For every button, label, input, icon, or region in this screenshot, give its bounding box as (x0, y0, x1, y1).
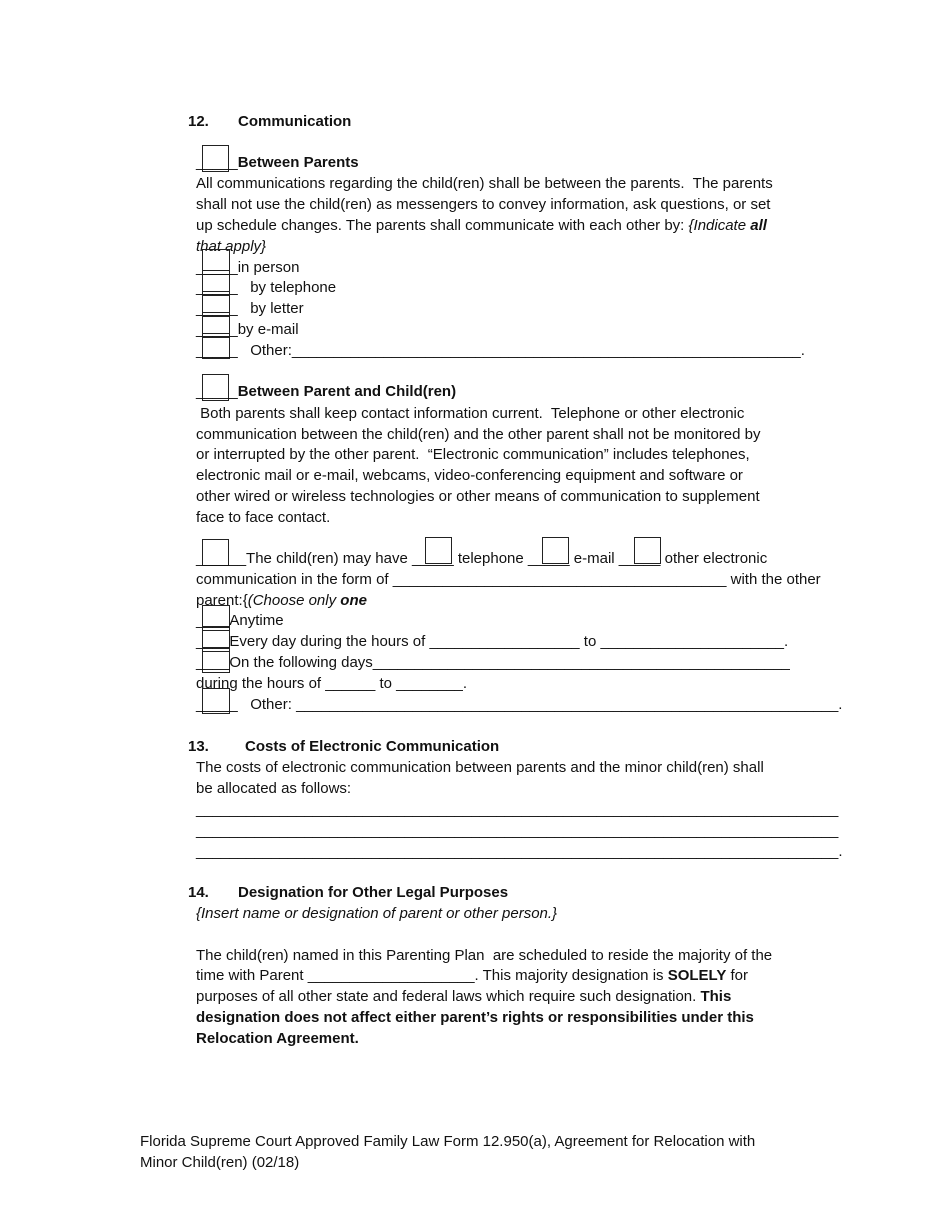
form-of-line: communication in the form of ________________________________________ with the other (196, 571, 821, 588)
paragraph-line: The costs of electronic communication between parents and the minor child(ren) shall (196, 759, 764, 776)
instruction-emphasis: all (750, 217, 767, 234)
blank-fill-line[interactable]: _____________________________________________________________________________ (196, 822, 839, 839)
instruction-text: that apply} (196, 238, 267, 255)
option-other: _____ Other:_____________________________________________________________. (196, 342, 805, 359)
instruction-text: (Choose only (247, 592, 341, 609)
blank-line: _____ (196, 154, 238, 171)
paragraph-line: All communications regarding the child(ren) shall be between the parents. The parents (196, 175, 773, 192)
section-14-title: Designation for Other Legal Purposes (238, 884, 509, 901)
between-parents-label: Between Parents (237, 154, 359, 171)
between-parents-heading (196, 153, 359, 173)
emphasis-text: SOLELY (667, 967, 727, 984)
paragraph-line: Relocation Agreement. (196, 1030, 359, 1047)
option-by-telephone: _____ by telephone (196, 279, 337, 296)
footer-line: Minor Child(ren) (02/18) (140, 1154, 300, 1171)
section-12-number: 12. (188, 113, 209, 130)
paragraph-line: or interrupted by the other parent. “Electronic communication” includes telephones, (196, 446, 750, 463)
section-13-number: 13. (188, 738, 209, 755)
footer-line: Florida Supreme Court Approved Family Law Form 12.950(a), Agreement for Relocation with (140, 1133, 756, 1150)
emphasis-text: This (700, 988, 732, 1005)
blank-fill-line[interactable]: _____________________________________________________________________________. (196, 843, 843, 860)
option-following-days: ____On the following days__________________________________________________ (196, 654, 790, 671)
paragraph-line: communication between the child(ren) and the other parent shall not be monitored by (196, 426, 761, 443)
paragraph-text: parent:{ (196, 592, 248, 609)
paragraph-line (196, 966, 748, 986)
between-parent-child-heading (196, 382, 456, 402)
paragraph-line: shall not use the child(ren) as messengers to convey information, ask questions, or set (196, 196, 771, 213)
option-during-hours: during the hours of ______ to ________. (196, 675, 468, 692)
paragraph-line (196, 987, 731, 1007)
option-every-day: ____Every day during the hours of __________________ to ______________________. (196, 633, 789, 650)
section-13-title: Costs of Electronic Communication (245, 738, 500, 755)
option-by-email: _____by e-mail (196, 321, 299, 338)
paragraph-text: for (726, 967, 749, 984)
instruction-text: {Indicate (688, 217, 751, 234)
paragraph-text: purposes of all other state and federal laws which require such designation. (196, 988, 701, 1005)
section-14-number: 14. (188, 884, 209, 901)
blank-line: _____ (196, 383, 238, 400)
paragraph-line: Both parents shall keep contact information current. Telephone or other electronic (196, 405, 745, 422)
option-schedule-other: _____ Other: _________________________________________________________________. (196, 696, 843, 713)
paragraph-line: designation does not affect either parent’s rights or responsibilities under this (196, 1009, 754, 1026)
paragraph-line: The child(ren) named in this Parenting Plan are scheduled to reside the majority of the (196, 947, 773, 964)
paragraph-text: time with Parent ____________________. This majority designation is (196, 967, 668, 984)
may-have-line: ______The child(ren) may have _____ telephone _____ e-mail _____ other electronic (196, 550, 768, 567)
option-in-person: _____in person (196, 259, 300, 276)
blank-fill-line[interactable]: _____________________________________________________________________________ (196, 801, 839, 818)
paragraph-line (196, 216, 767, 236)
paragraph-line: other wired or wireless technologies or other means of communication to supplement (196, 488, 760, 505)
instruction-text: {Insert name or designation of parent or other person.} (196, 905, 558, 922)
instruction-emphasis: one (340, 592, 367, 609)
paragraph-line: face to face contact. (196, 509, 331, 526)
paragraph-line: electronic mail or e-mail, webcams, video-conferencing equipment and software or (196, 467, 743, 484)
between-parent-child-label: Between Parent and Child(ren) (237, 383, 457, 400)
paragraph-text: up schedule changes. The parents shall communicate with each other by: (196, 217, 689, 234)
option-by-letter: _____ by letter (196, 300, 304, 317)
section-12-title: Communication (238, 113, 352, 130)
option-anytime: ____Anytime (196, 612, 284, 629)
paragraph-line: be allocated as follows: (196, 780, 352, 797)
